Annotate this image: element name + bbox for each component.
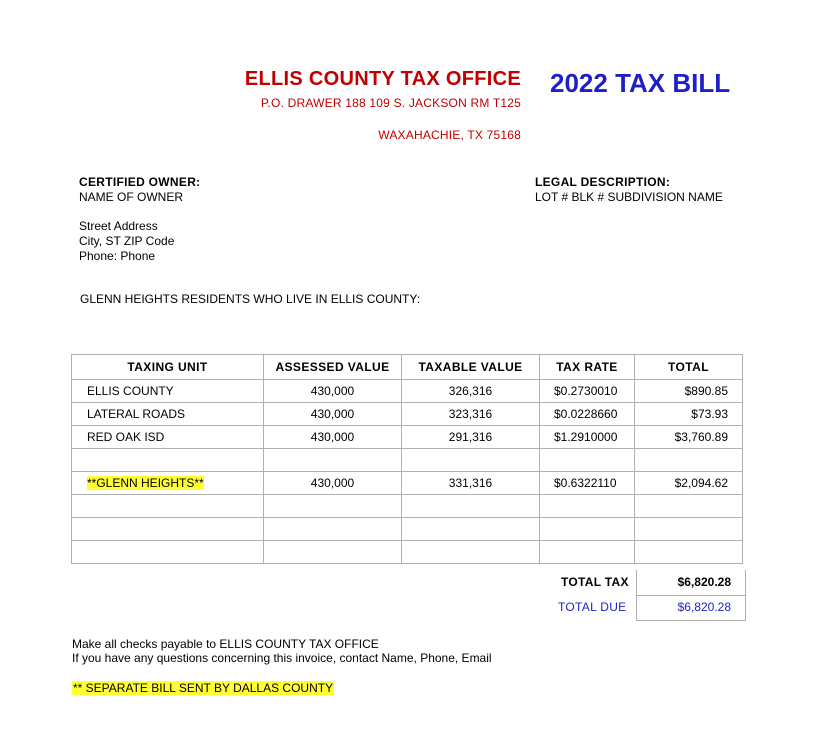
table-header-row [72,355,743,380]
totals-box [636,570,746,621]
owner-label: CERTIFIED OWNER: [79,175,201,189]
cell-assessed [264,495,402,518]
legal-value: LOT # BLK # SUBDIVISION NAME [535,190,723,204]
cell-taxable [402,449,540,472]
glenn-heights-note: GLENN HEIGHTS RESIDENTS WHO LIVE IN ELLIS COUNTY: [80,292,421,306]
owner-city: City, ST ZIP Code [79,234,175,248]
owner-street: Street Address [79,219,158,233]
table-row-empty [72,541,743,564]
cell-total: $3,760.89 [635,426,743,449]
office-address: P.O. DRAWER 188 109 S. JACKSON RM T125 [260,96,521,110]
cell-unit [72,518,264,541]
cell-unit [72,541,264,564]
header-taxing-unit: TAXING UNIT [72,355,264,380]
cell-unit [72,495,264,518]
owner-name: NAME OF OWNER [79,190,183,204]
table-row [72,472,743,495]
cell-rate: $1.2910000 [540,426,635,449]
footer-line-checks: Make all checks payable to ELLIS COUNTY TAX OFFICE [72,637,379,651]
cell-rate: $0.2730010 [540,380,635,403]
cell-total: $890.85 [635,380,743,403]
table-row-empty [72,449,743,472]
footer-line-questions: If you have any questions concerning this invoice, contact Name, Phone, Email [72,651,492,665]
cell-total: $73.93 [635,403,743,426]
cell-total [635,495,743,518]
cell-assessed: 430,000 [264,472,402,495]
cell-rate [540,495,635,518]
cell-rate [540,449,635,472]
cell-assessed: 430,000 [264,380,402,403]
table-row [72,403,743,426]
legal-label: LEGAL DESCRIPTION: [535,175,671,189]
cell-taxable [402,518,540,541]
cell-assessed: 430,000 [264,403,402,426]
cell-unit: ELLIS COUNTY [72,380,264,403]
cell-total [635,518,743,541]
cell-taxable: 291,316 [402,426,540,449]
cell-unit: LATERAL ROADS [72,403,264,426]
cell-total [635,449,743,472]
office-name: ELLIS COUNTY TAX OFFICE [244,68,521,90]
table-row [72,426,743,449]
office-city: WAXAHACHIE, TX 75168 [378,128,521,142]
cell-assessed [264,541,402,564]
header-total: TOTAL [635,355,743,380]
table-row-empty [72,495,743,518]
cell-assessed: 430,000 [264,426,402,449]
legal-description-block [535,175,723,205]
header-tax-rate: TAX RATE [540,355,635,380]
total-due-label: TOTAL DUE [558,600,627,614]
cell-unit-highlighted [72,472,264,495]
cell-total [635,541,743,564]
total-tax-value: $6,820.28 [677,575,731,589]
bill-title: 2022 TAX BILL [550,68,731,98]
header-assessed-value: ASSESSED VALUE [264,355,402,380]
cell-assessed [264,518,402,541]
cell-rate: $0.0228660 [540,403,635,426]
owner-phone: Phone: Phone [79,249,156,263]
cell-taxable [402,541,540,564]
cell-rate [540,541,635,564]
cell-unit: RED OAK ISD [72,426,264,449]
cell-unit [72,449,264,472]
total-tax-label: TOTAL TAX [561,575,629,589]
cell-taxable [402,495,540,518]
owner-address-block [79,219,174,264]
totals-divider [637,595,745,596]
footer-instructions [72,637,492,665]
cell-taxable: 331,316 [402,472,540,495]
table-row-empty [72,518,743,541]
cell-taxable: 323,316 [402,403,540,426]
cell-rate [540,518,635,541]
cell-rate: $0.6322110 [540,472,635,495]
table-row [72,380,743,403]
tax-table [71,354,743,564]
separate-bill-note: ** SEPARATE BILL SENT BY DALLAS COUNTY [73,681,334,695]
cell-assessed [264,449,402,472]
owner-block [79,175,200,205]
cell-taxable: 326,316 [402,380,540,403]
total-due-value: $6,820.28 [677,600,731,614]
cell-total: $2,094.62 [635,472,743,495]
glenn-heights-highlight: **GLENN HEIGHTS** [87,476,204,490]
header-taxable-value: TAXABLE VALUE [402,355,540,380]
